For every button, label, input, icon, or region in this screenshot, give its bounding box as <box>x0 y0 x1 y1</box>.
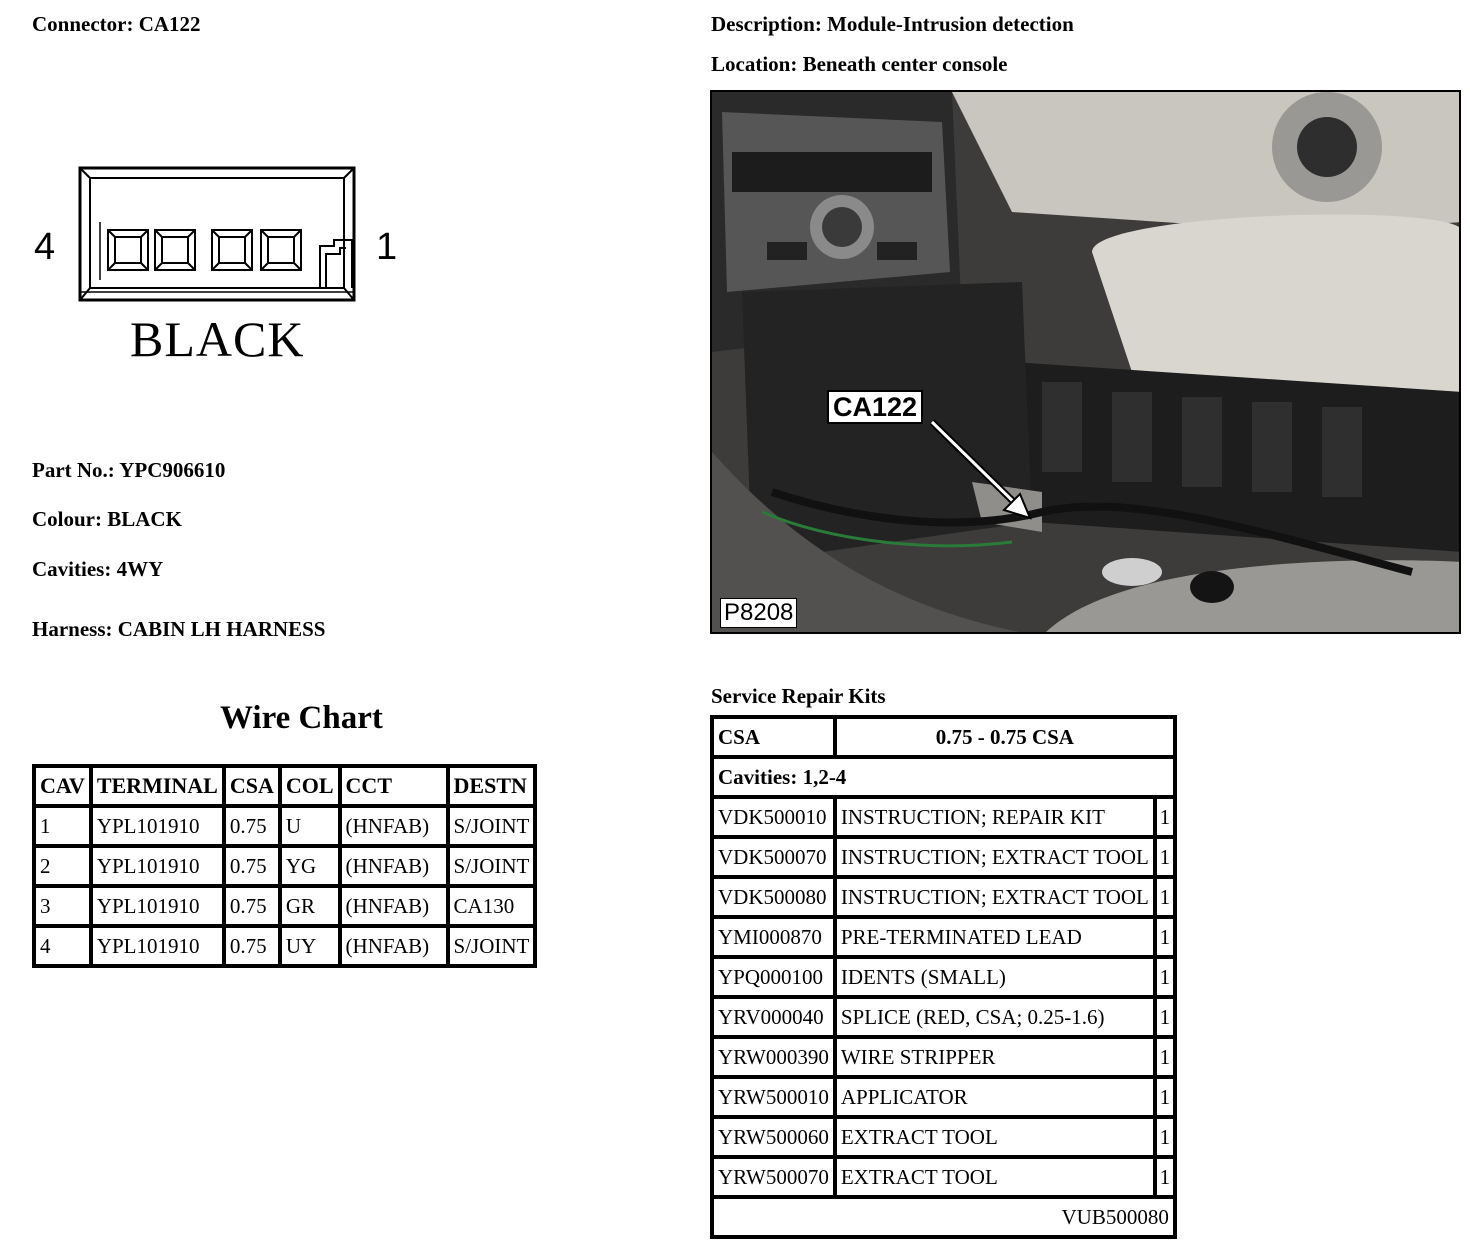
kit-description: INSTRUCTION; EXTRACT TOOL <box>837 839 1153 875</box>
kits-footer-row <box>714 1199 1173 1235</box>
table-row <box>714 839 1173 875</box>
connector-face-icon <box>28 160 368 310</box>
kit-description: EXTRACT TOOL <box>837 1159 1153 1195</box>
kit-part-number: YRW500070 <box>714 1159 833 1195</box>
description-label: Description: Module-Intrusion detection <box>711 12 1074 36</box>
repair-kits-table <box>710 715 1177 1239</box>
wire-destn: S/JOINT <box>450 848 534 884</box>
wire-cct: (HNFAB) <box>342 848 446 884</box>
connector-label: Connector: CA122 <box>32 12 201 36</box>
wire-destn: S/JOINT <box>450 808 534 844</box>
table-row <box>714 1119 1173 1155</box>
wire-chart-header-csa: CSA <box>226 768 278 804</box>
wire-cav: 1 <box>36 808 89 844</box>
repair-kits-title: Service Repair Kits <box>711 684 886 708</box>
wire-chart-header-cav: CAV <box>36 768 89 804</box>
wire-destn: S/JOINT <box>450 928 534 964</box>
part-number: Part No.: YPC906610 <box>32 458 226 482</box>
kit-quantity: 1 <box>1157 1039 1173 1075</box>
kit-description: IDENTS (SMALL) <box>837 959 1153 995</box>
wire-cct: (HNFAB) <box>342 888 446 924</box>
kit-quantity: 1 <box>1157 1119 1173 1155</box>
wire-chart-header-cct: CCT <box>342 768 446 804</box>
pin-number-left: 4 <box>34 226 56 268</box>
kit-description: EXTRACT TOOL <box>837 1119 1153 1155</box>
wire-cct: (HNFAB) <box>342 928 446 964</box>
location-photo <box>710 90 1461 634</box>
kit-part-number: YRW000390 <box>714 1039 833 1075</box>
wire-chart-header-destn: DESTN <box>450 768 534 804</box>
kits-footer-code: VUB500080 <box>714 1199 1173 1235</box>
photo-callout-label: CA122 <box>827 390 923 424</box>
kit-quantity: 1 <box>1157 1159 1173 1195</box>
table-row <box>36 848 533 884</box>
kit-part-number: YRW500060 <box>714 1119 833 1155</box>
wire-csa: 0.75 <box>226 928 278 964</box>
kits-csa-row <box>714 719 1173 755</box>
table-row <box>36 928 533 964</box>
kit-quantity: 1 <box>1157 1079 1173 1115</box>
kit-description: PRE-TERMINATED LEAD <box>837 919 1153 955</box>
kit-quantity: 1 <box>1157 879 1173 915</box>
part-colour: Colour: BLACK <box>32 507 182 531</box>
wire-cav: 4 <box>36 928 89 964</box>
table-row <box>36 808 533 844</box>
wire-terminal: YPL101910 <box>93 848 222 884</box>
wire-terminal: YPL101910 <box>93 808 222 844</box>
table-row <box>714 959 1173 995</box>
wire-terminal: YPL101910 <box>93 888 222 924</box>
location-label: Location: Beneath center console <box>711 52 1008 76</box>
part-harness: Harness: CABIN LH HARNESS <box>32 617 326 641</box>
wire-terminal: YPL101910 <box>93 928 222 964</box>
wire-chart-header-row <box>36 768 533 804</box>
kit-part-number: YPQ000100 <box>714 959 833 995</box>
kit-quantity: 1 <box>1157 799 1173 835</box>
kit-quantity: 1 <box>1157 959 1173 995</box>
table-row <box>714 879 1173 915</box>
table-row <box>714 1079 1173 1115</box>
kit-part-number: YRW500010 <box>714 1079 833 1115</box>
photo-reference-label: P8208 <box>720 598 797 628</box>
wire-csa: 0.75 <box>226 808 278 844</box>
kit-quantity: 1 <box>1157 999 1173 1035</box>
kit-quantity: 1 <box>1157 919 1173 955</box>
wire-cct: (HNFAB) <box>342 808 446 844</box>
wire-col: UY <box>282 928 338 964</box>
table-row <box>714 799 1173 835</box>
kit-part-number: VDK500070 <box>714 839 833 875</box>
kit-description: APPLICATOR <box>837 1079 1153 1115</box>
table-row <box>714 1159 1173 1195</box>
kits-cavities: Cavities: 1,2-4 <box>714 759 1173 795</box>
kit-part-number: VDK500010 <box>714 799 833 835</box>
kits-csa-label: CSA <box>714 719 833 755</box>
kits-cavities-row <box>714 759 1173 795</box>
wire-chart-title: Wire Chart <box>220 700 383 736</box>
wire-chart-header-terminal: TERMINAL <box>93 768 222 804</box>
wire-chart-table <box>32 764 537 968</box>
part-cavities: Cavities: 4WY <box>32 557 164 581</box>
kit-part-number: YMI000870 <box>714 919 833 955</box>
kit-quantity: 1 <box>1157 839 1173 875</box>
kit-description: INSTRUCTION; EXTRACT TOOL <box>837 879 1153 915</box>
kit-part-number: VDK500080 <box>714 879 833 915</box>
wire-chart-header-col: COL <box>282 768 338 804</box>
kit-description: SPLICE (RED, CSA; 0.25-1.6) <box>837 999 1153 1035</box>
wire-destn: CA130 <box>450 888 534 924</box>
wire-cav: 2 <box>36 848 89 884</box>
wire-csa: 0.75 <box>226 888 278 924</box>
wire-cav: 3 <box>36 888 89 924</box>
table-row <box>714 999 1173 1035</box>
table-row <box>36 888 533 924</box>
kit-description: INSTRUCTION; REPAIR KIT <box>837 799 1153 835</box>
pin-number-right: 1 <box>376 226 398 268</box>
kit-description: WIRE STRIPPER <box>837 1039 1153 1075</box>
wire-col: GR <box>282 888 338 924</box>
vehicle-interior-photo-icon <box>712 92 1461 634</box>
table-row <box>714 1039 1173 1075</box>
wire-col: U <box>282 808 338 844</box>
kits-csa-value: 0.75 - 0.75 CSA <box>837 719 1173 755</box>
wire-csa: 0.75 <box>226 848 278 884</box>
kit-part-number: YRV000040 <box>714 999 833 1035</box>
connector-color-label: BLACK <box>130 311 305 367</box>
wire-col: YG <box>282 848 338 884</box>
table-row <box>714 919 1173 955</box>
